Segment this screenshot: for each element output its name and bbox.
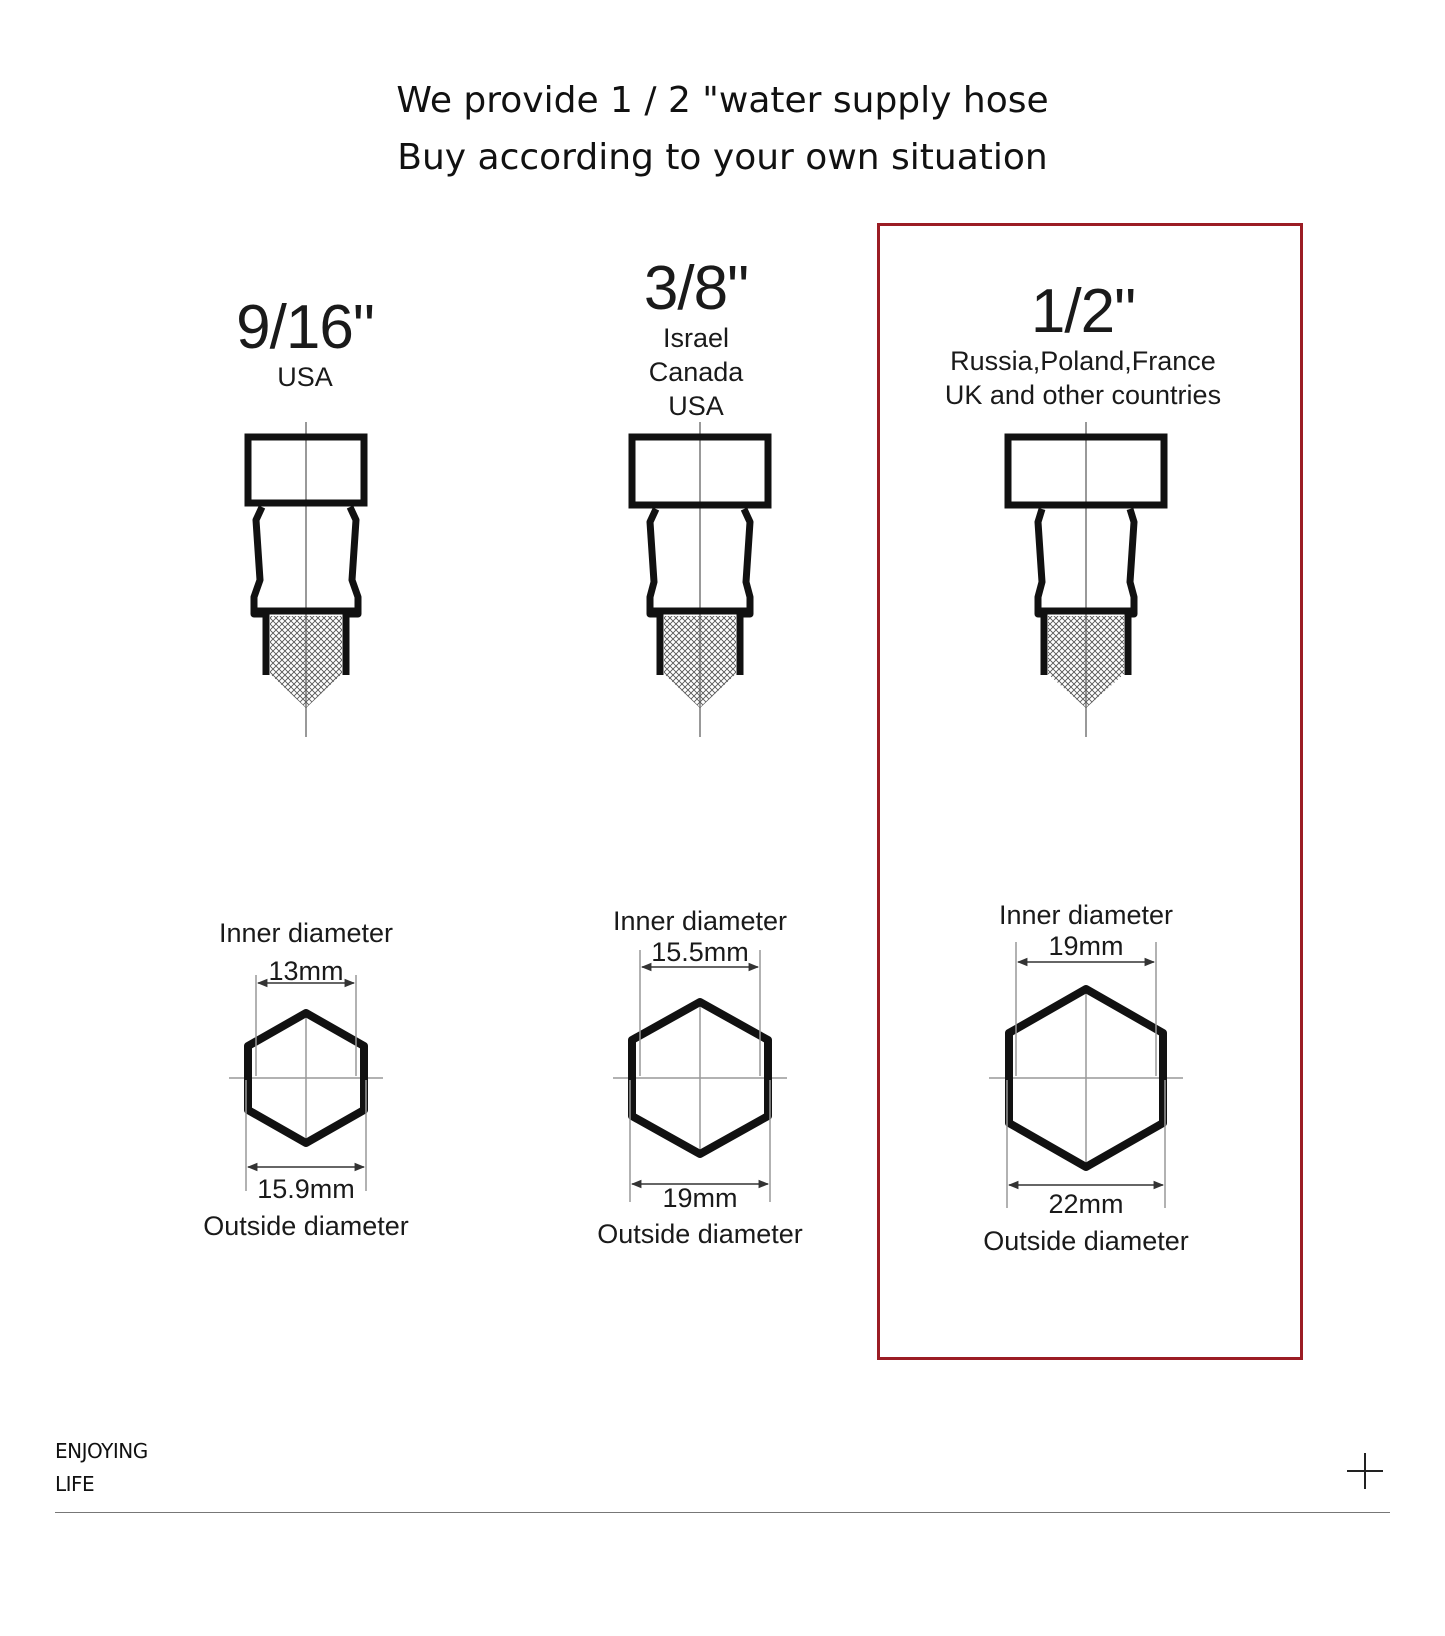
fitting-size: 1/2" [1030,277,1136,346]
fitting-side-view-1-2 [1008,422,1164,737]
outer-diameter-label: Outside diameter [203,1211,409,1241]
headline-line-1: We provide 1 / 2 "water supply hose [396,80,1049,121]
inner-diameter-value: 15.5mm [651,937,749,967]
hex-section-1-2 [989,942,1183,1208]
fitting-region: UK and other countries [944,380,1222,410]
footer-brand-line-2: LIFE [55,1472,95,1496]
inner-diameter-value: 13mm [268,956,344,986]
outer-diameter-value: 19mm [662,1183,738,1213]
fitting-region: USA [668,391,724,421]
fitting-side-view-3-8 [632,422,768,737]
fitting-size: 9/16" [236,293,374,362]
outer-diameter-label: Outside diameter [597,1219,803,1249]
outer-diameter-label: Outside diameter [983,1226,1189,1256]
inner-diameter-label: Inner diameter [998,900,1174,930]
headline-line-2: Buy according to your own situation [397,137,1048,178]
fitting-region: USA [277,362,333,392]
fitting-region: Israel [662,323,730,353]
hex-section-3-8 [613,950,787,1202]
inner-diameter-label: Inner diameter [218,918,394,948]
footer-brand-line-1: ENJOYING [55,1439,148,1463]
outer-diameter-value: 22mm [1048,1189,1124,1219]
fitting-region: Russia,Poland,France [950,346,1216,376]
fitting-size: 3/8" [643,254,749,323]
hex-section-9-16 [229,975,383,1191]
outer-diameter-value: 15.9mm [257,1174,355,1204]
inner-diameter-label: Inner diameter [612,906,788,936]
plus-icon[interactable] [1347,1453,1383,1489]
fitting-side-view-9-16 [248,422,364,737]
fitting-region: Canada [648,357,744,387]
inner-diameter-value: 19mm [1048,931,1124,961]
footer-divider [55,1512,1390,1513]
footer-brand [55,1435,148,1501]
